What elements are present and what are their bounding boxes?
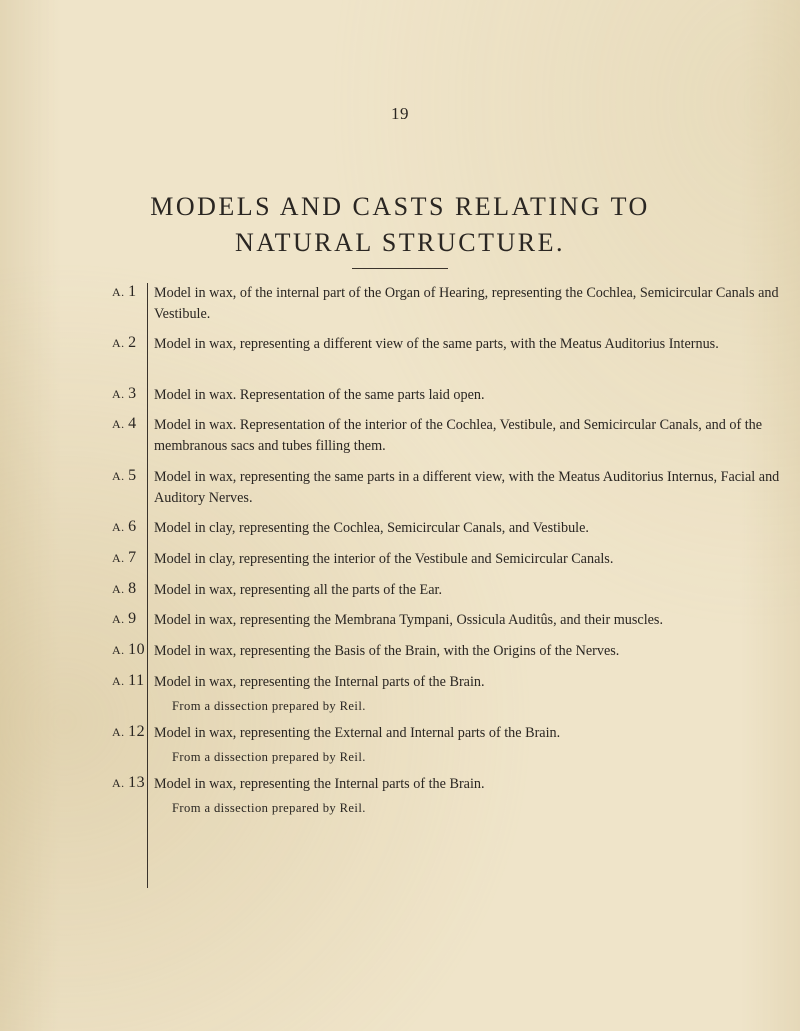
page-title	[0, 189, 800, 261]
entry-description: Model in wax, of the internal part of the Organ of Hearing, representing the Cochlea, Semicircular Canals and Vestibule.	[154, 285, 779, 322]
entry-number: A. 5	[112, 467, 137, 484]
entry-number: A. 7	[112, 549, 137, 566]
entry-note: From a dissection prepared by Reil.	[172, 801, 366, 815]
entry-number: A. 1	[112, 283, 137, 300]
entry-number: A. 8	[112, 580, 137, 597]
entry-number: A. 10	[112, 641, 146, 658]
entry-description: Model in wax, representing a different view of the same parts, with the Meatus Auditorius Internus.	[154, 336, 719, 352]
entry-note: From a dissection prepared by Reil.	[172, 699, 366, 713]
entry-description-text: Model in wax, representing the External and Internal parts of the Brain.	[154, 725, 561, 741]
entry-description	[154, 672, 800, 715]
entry-number: A. 12	[112, 723, 146, 740]
entry-description: Model in clay, representing the Cochlea, Semicircular Canals, and Vestibule.	[154, 520, 589, 536]
entry-note: From a dissection prepared by Reil.	[172, 750, 366, 764]
entry-number: A. 9	[112, 610, 137, 627]
entry-description	[154, 723, 800, 766]
entry-number: A. 11	[112, 672, 145, 689]
entry-number: A. 6	[112, 518, 137, 535]
entry-number: A. 3	[112, 385, 137, 402]
title-divider	[352, 268, 448, 269]
entry-number: A. 2	[112, 334, 137, 351]
entry-description: Model in wax, representing the Basis of the Brain, with the Origins of the Nerves.	[154, 643, 620, 659]
entry-description: Model in clay, representing the interior of the Vestibule and Semicircular Canals.	[154, 551, 614, 567]
entry-description: Model in wax, representing the same parts in a different view, with the Meatus Auditorius Internus, Facial and Auditory Nerves.	[154, 469, 780, 506]
title-line-2: NATURAL STRUCTURE.	[234, 228, 566, 257]
title-line-1: MODELS AND CASTS RELATING TO	[150, 192, 650, 221]
entry-number: A. 4	[112, 415, 137, 432]
entry-description-text: Model in wax, representing the Internal parts of the Brain.	[154, 776, 485, 792]
entry-description	[154, 774, 800, 817]
entry-description-text: Model in wax, representing the Internal parts of the Brain.	[154, 674, 485, 690]
entry-description: Model in wax, representing the Membrana Tympani, Ossicula Auditûs, and their muscles.	[154, 612, 663, 628]
entry-number: A. 13	[112, 774, 146, 791]
entry-description: Model in wax. Representation of the interior of the Cochlea, Vestibule, and Semicircular Canals, and of the membranous sacs and tubes filling them.	[154, 417, 763, 454]
entry-description: Model in wax, representing all the parts of the Ear.	[154, 582, 442, 598]
page-number: 19	[391, 104, 409, 123]
entry-description: Model in wax. Representation of the same parts laid open.	[154, 387, 485, 403]
column-divider	[147, 283, 148, 888]
